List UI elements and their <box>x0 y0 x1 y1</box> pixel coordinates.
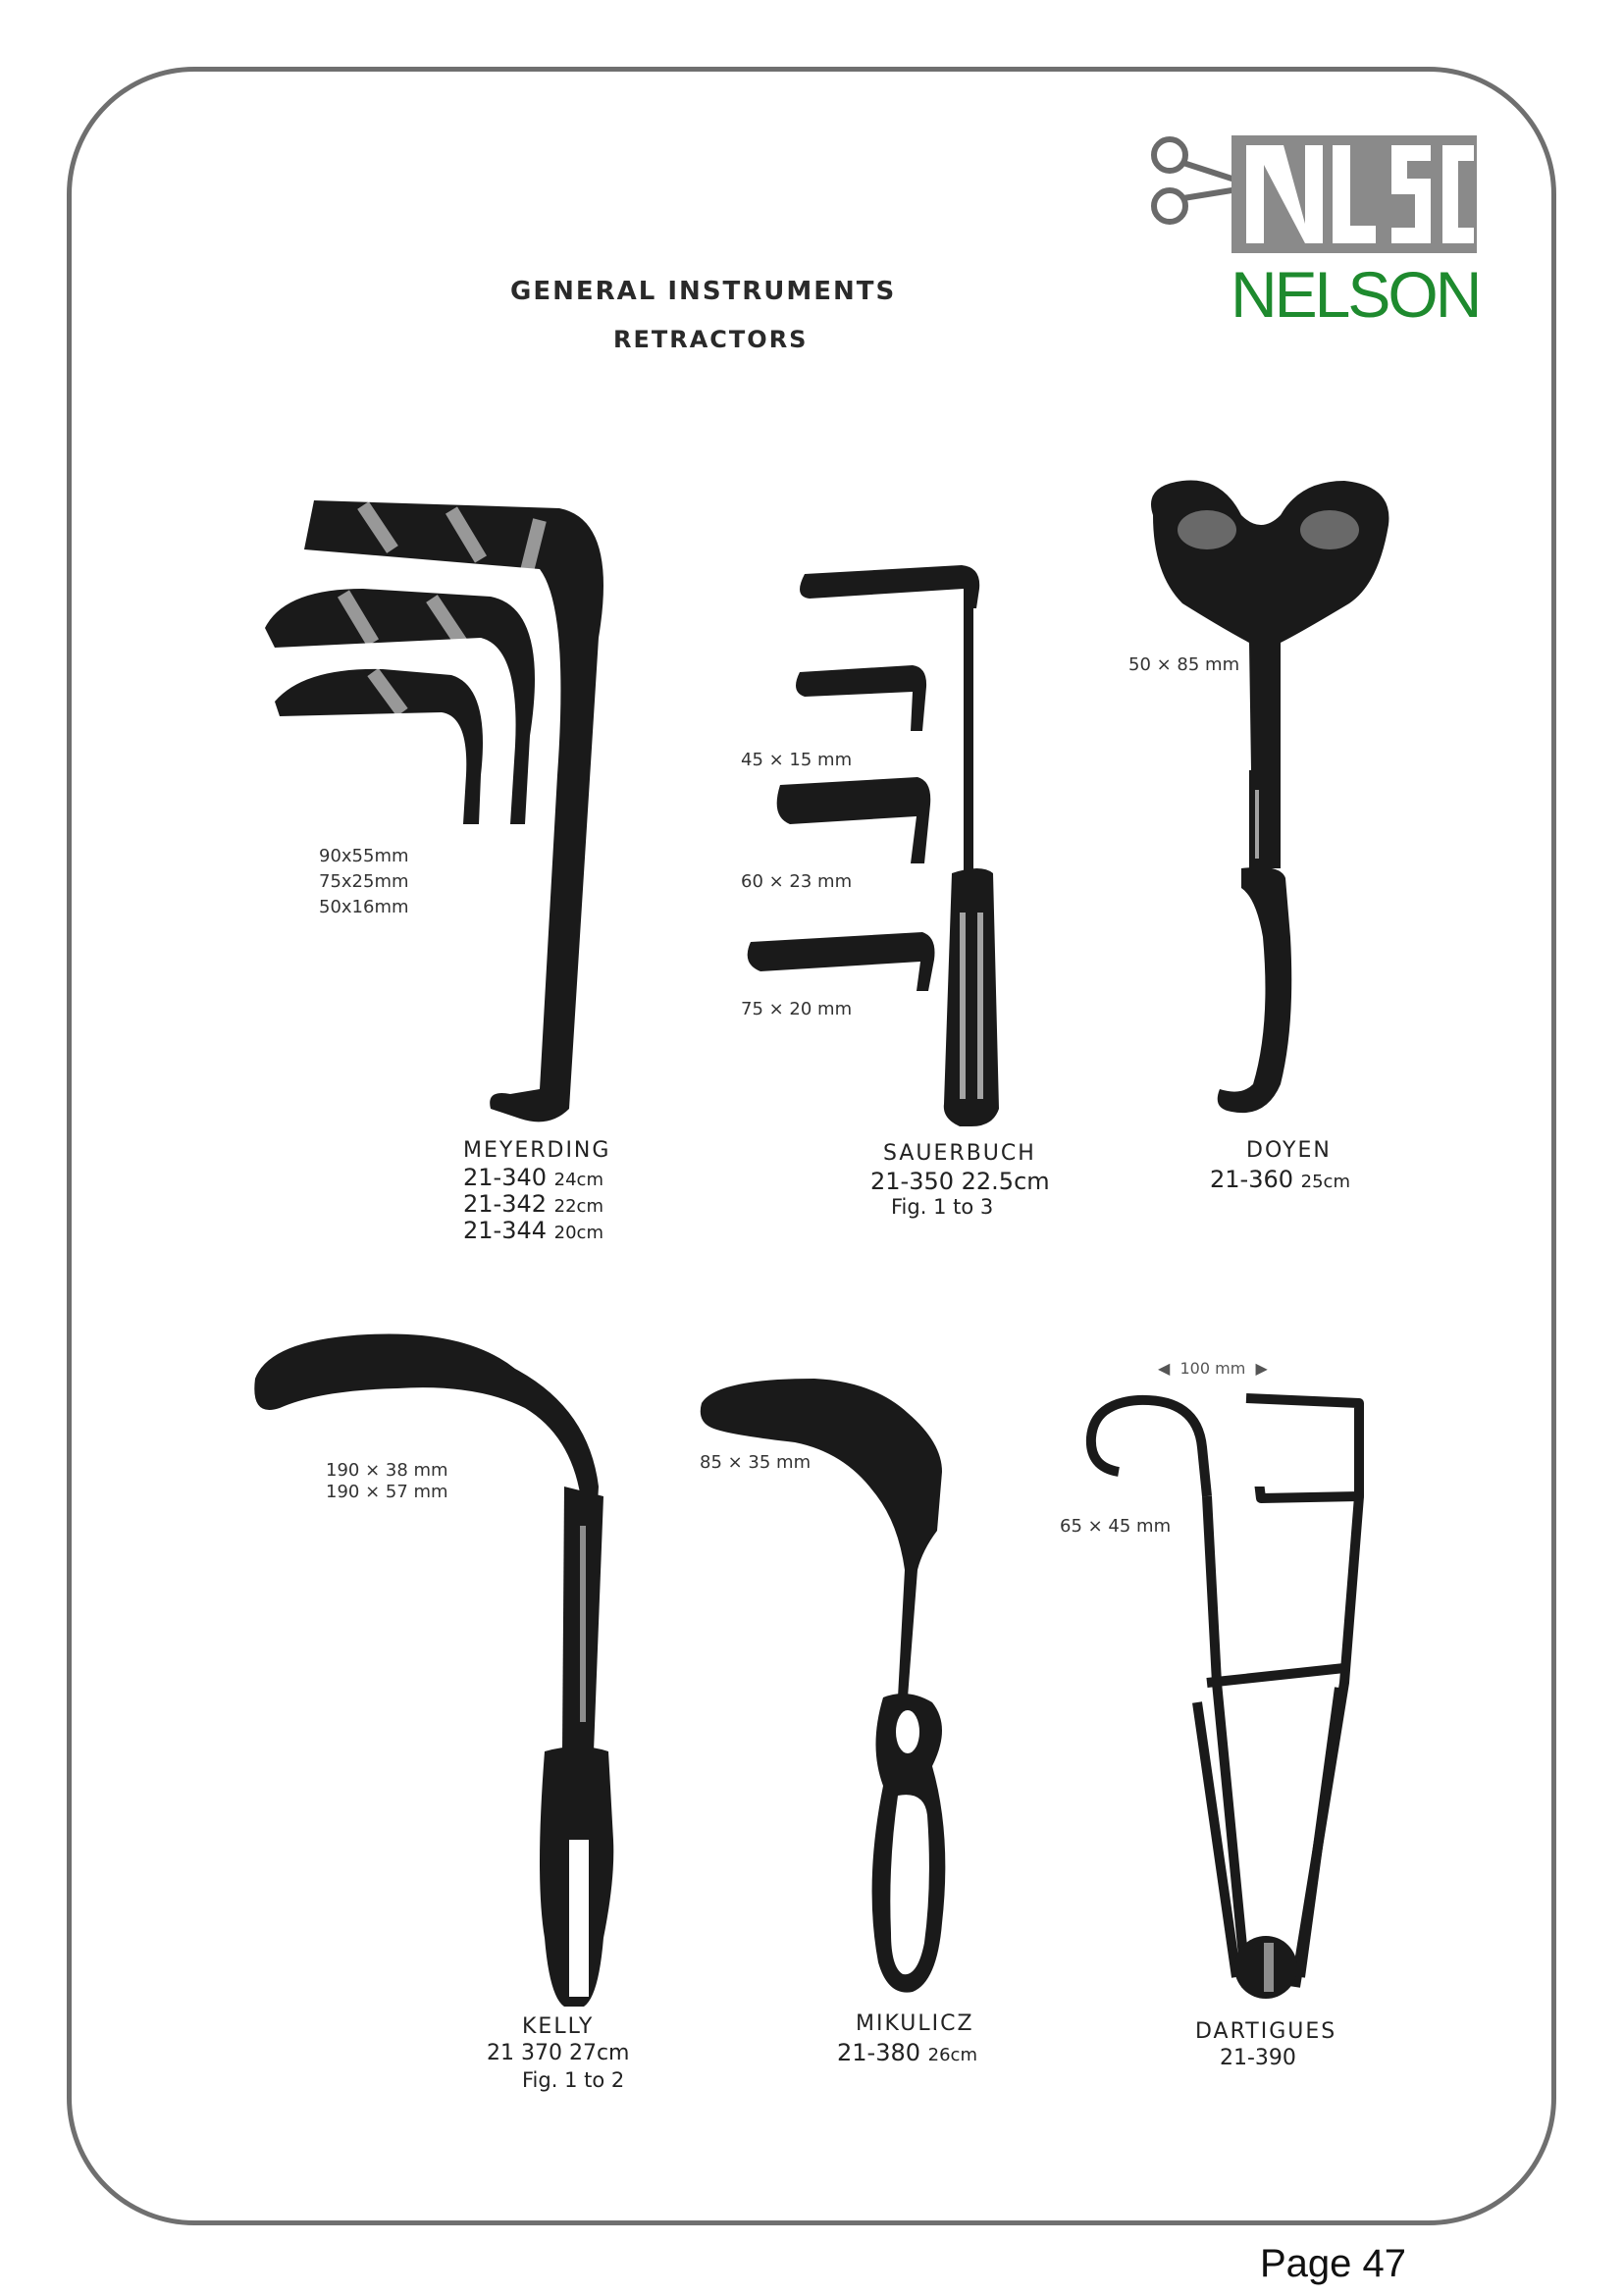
kelly-dim-2: 190 × 57 mm <box>326 1482 448 1502</box>
doyen-dim: 50 × 85 mm <box>1128 654 1240 675</box>
brand-name: NELSON <box>1231 258 1480 331</box>
sauerbuch-dim-1: 45 × 15 mm <box>741 750 853 770</box>
kelly-name: KELLY <box>522 2014 595 2039</box>
sauerbuch-retractor-illustration <box>736 559 1001 1128</box>
section-subtitle: RETRACTORS <box>613 326 809 353</box>
dartigues-width-dim: ◀ 100 mm ▶ <box>1158 1359 1268 1378</box>
sauerbuch-code: 21-350 22.5cm <box>870 1168 1050 1195</box>
meyerding-dim-2: 75x25mm <box>319 871 409 892</box>
page-number: Page 47 <box>1259 2242 1406 2285</box>
doyen-code: 21-360 25cm <box>1210 1166 1350 1193</box>
sauerbuch-name: SAUERBUCH <box>883 1141 1036 1166</box>
section-title: GENERAL INSTRUMENTS <box>510 277 897 306</box>
sauerbuch-fig: Fig. 1 to 3 <box>891 1195 994 1219</box>
meyerding-dim-1: 90x55mm <box>319 846 409 866</box>
meyerding-code-1: 21-340 24cm <box>463 1164 603 1191</box>
dartigues-dim: 65 × 45 mm <box>1060 1516 1172 1537</box>
mikulicz-name: MIKULICZ <box>856 2011 974 2036</box>
meyerding-code-3: 21-344 20cm <box>463 1217 603 1244</box>
doyen-name: DOYEN <box>1246 1138 1332 1163</box>
kelly-retractor-illustration <box>250 1330 613 2026</box>
meyerding-dim-3: 50x16mm <box>319 897 409 917</box>
doyen-retractor-illustration <box>1133 476 1398 1123</box>
dartigues-code: 21-390 <box>1220 2046 1296 2070</box>
kelly-dim-1: 190 × 38 mm <box>326 1460 448 1481</box>
mikulicz-dim: 85 × 35 mm <box>700 1452 812 1473</box>
dartigues-name: DARTIGUES <box>1195 2019 1337 2044</box>
kelly-code: 21 370 27cm <box>487 2041 630 2065</box>
meyerding-retractor-illustration <box>245 481 638 1128</box>
dartigues-retractor-illustration <box>1079 1388 1374 1997</box>
meyerding-code-2: 21-342 22cm <box>463 1190 603 1218</box>
mikulicz-code: 21-380 26cm <box>837 2039 977 2066</box>
sauerbuch-dim-3: 75 × 20 mm <box>741 999 853 1019</box>
kelly-fig: Fig. 1 to 2 <box>522 2068 625 2092</box>
sauerbuch-dim-2: 60 × 23 mm <box>741 871 853 892</box>
meyerding-name: MEYERDING <box>463 1138 611 1163</box>
